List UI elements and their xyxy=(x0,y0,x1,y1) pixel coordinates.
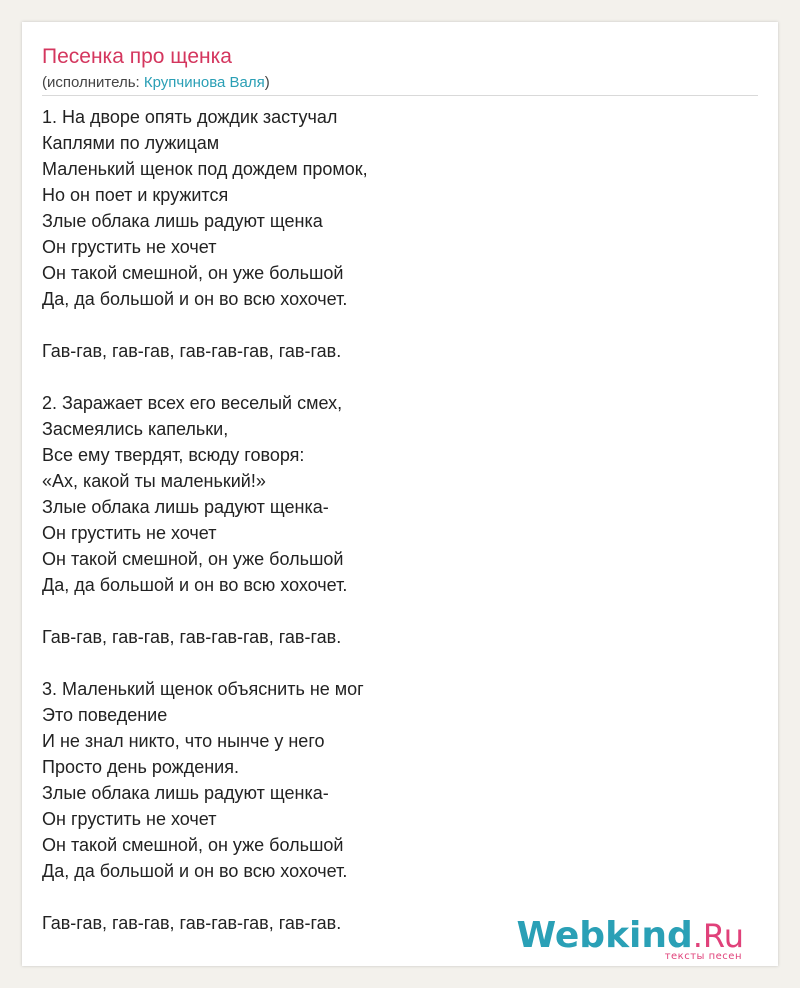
lyric-line: Злые облака лишь радуют щенка- xyxy=(42,497,329,517)
stanza-gap xyxy=(42,364,762,390)
logo-brand: Webkind xyxy=(516,915,693,956)
performer-prefix: (исполнитель: xyxy=(42,74,144,91)
lyric-line: Да, да большой и он во всю хохочет. xyxy=(42,575,348,595)
lyric-line: Все ему твердят, всюду говоря: xyxy=(42,445,305,465)
stanza-gap xyxy=(42,884,762,910)
lyric-line: Злые облака лишь радуют щенка- xyxy=(42,783,329,803)
lyric-line: Гав-гав, гав-гав, гав-гав-гав, гав-гав. xyxy=(42,341,342,361)
lyric-line: Каплями по лужицам xyxy=(42,133,220,153)
lyric-line: Это поведение xyxy=(42,705,168,725)
lyric-line: Да, да большой и он во всю хохочет. xyxy=(42,289,348,309)
lyric-line: Гав-гав, гав-гав, гав-гав-гав, гав-гав. xyxy=(42,627,342,647)
stanza-gap xyxy=(42,312,762,338)
lyric-line: Маленький щенок под дождем промок, xyxy=(42,159,368,179)
lyric-line: Злые облака лишь радуют щенка xyxy=(42,211,323,231)
lyric-line: Гав-гав, гав-гав, гав-гав-гав, гав-гав. xyxy=(42,913,342,933)
lyric-line: Он грустить не хочет xyxy=(42,809,217,829)
lyric-line: Да, да большой и он во всю хохочет. xyxy=(42,861,348,881)
stanza-gap xyxy=(42,598,762,624)
lyric-line: И не знал никто, что нынче у него xyxy=(42,731,325,751)
lyric-line: Просто день рождения. xyxy=(42,757,239,777)
lyric-line: Он грустить не хочет xyxy=(42,237,217,257)
performer-line xyxy=(42,73,270,93)
lyric-line: Но он поет и кружится xyxy=(42,185,229,205)
lyric-line: Он такой смешной, он уже большой xyxy=(42,549,344,569)
lyric-line: 1. На дворе опять дождик застучал xyxy=(42,107,338,127)
logo-tld: .Ru xyxy=(692,917,744,955)
lyric-line: 2. Заражает всех его веселый смех, xyxy=(42,393,343,413)
performer-suffix: ) xyxy=(264,74,270,91)
lyric-line: «Ах, какой ты маленький!» xyxy=(42,471,266,491)
lyrics-card xyxy=(22,22,778,966)
song-title: Песенка про щенка xyxy=(42,45,232,68)
webkind-logo xyxy=(516,917,744,962)
lyric-line: Засмеялись капельки, xyxy=(42,419,229,439)
stanza-gap xyxy=(42,650,762,676)
title-divider xyxy=(42,95,758,96)
lyric-line: Он грустить не хочет xyxy=(42,523,217,543)
lyric-line: Он такой смешной, он уже большой xyxy=(42,835,344,855)
artist-link[interactable]: Крупчинова Валя xyxy=(143,74,265,91)
lyric-line: Он такой смешной, он уже большой xyxy=(42,263,344,283)
logo-wordmark xyxy=(516,917,744,955)
lyric-line: 3. Маленький щенок объяснить не мог xyxy=(42,679,364,699)
logo-tagline: тексты песен xyxy=(664,951,742,962)
lyrics-body xyxy=(42,104,762,936)
